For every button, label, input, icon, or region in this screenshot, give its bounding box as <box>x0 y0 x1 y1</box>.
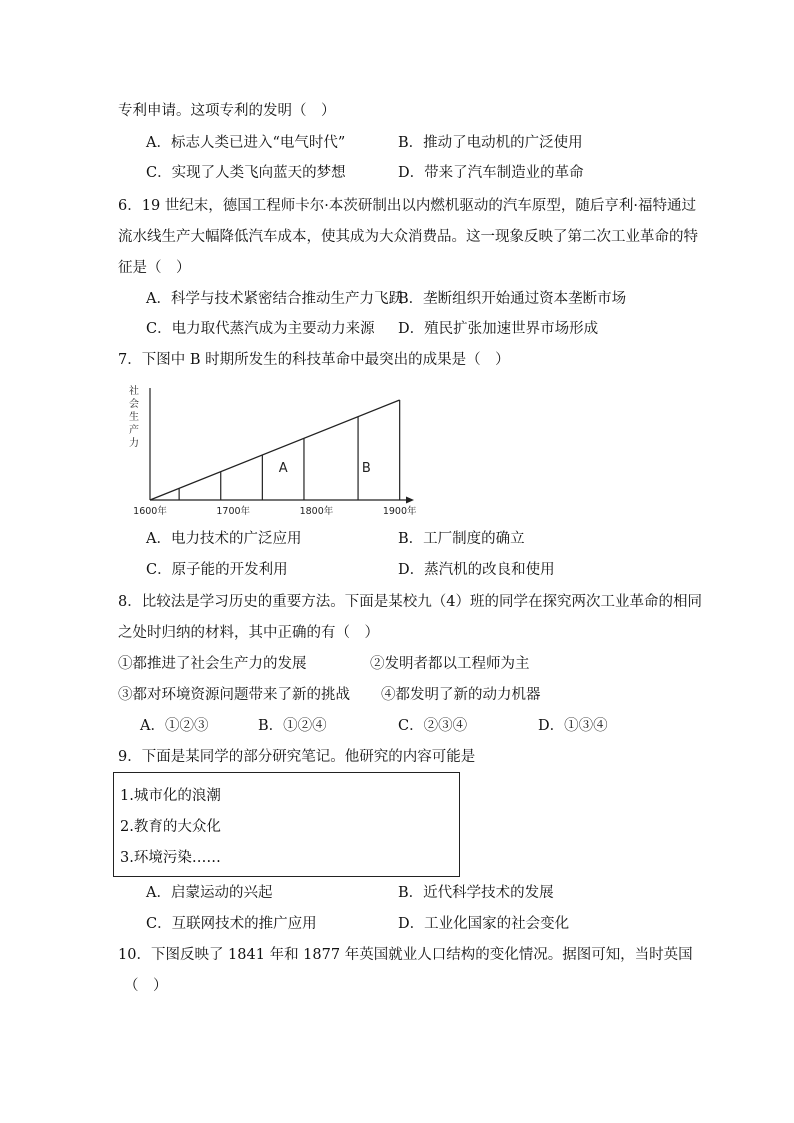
note-item-2: 2.教育的大众化 <box>120 819 221 835</box>
q8-item-2: ②发明者都以工程师为主 <box>370 656 530 672</box>
x-axis-arrow <box>406 497 414 504</box>
q9-option-d[interactable]: D．工业化国家的社会变化 <box>398 916 570 932</box>
q8-item-3: ③都对环境资源问题带来了新的挑战 <box>118 687 350 703</box>
q7-option-c[interactable]: C．原子能的开发利用 <box>146 562 288 578</box>
y-axis-label <box>129 384 139 449</box>
q5-stem-tail: 专利申请。这项专利的发明（ ） <box>118 103 336 119</box>
research-notes-box <box>113 772 460 877</box>
q6-option-c[interactable]: C．电力取代蒸汽成为主要动力来源 <box>146 321 375 337</box>
x-tick-label: 1600年 <box>133 506 167 516</box>
q8-stem-line2: 之处时归纳的材料，其中正确的有（ ） <box>118 625 379 641</box>
q6-option-b[interactable]: B．垄断组织开始通过资本垄断市场 <box>398 291 627 307</box>
q9-option-a[interactable]: A．启蒙运动的兴起 <box>146 885 273 901</box>
q8-option-a[interactable]: A．①②③ <box>140 718 209 734</box>
productivity-chart <box>118 378 418 516</box>
q6-stem-line2: 流水线生产大幅降低汽车成本，使其成为大众消费品。这一现象反映了第二次工业革命的特 <box>118 229 698 245</box>
x-tick-label: 1700年 <box>216 506 251 516</box>
q6-stem-line3: 征是（ ） <box>118 260 191 276</box>
q8-option-d[interactable]: D．①③④ <box>538 718 608 734</box>
q9-stem: 9．下面是某同学的部分研究笔记。他研究的内容可能是 <box>118 749 476 765</box>
q5-option-c[interactable]: C．实现了人类飞向蓝天的梦想 <box>146 165 346 181</box>
x-tick-label: 1800年 <box>299 506 334 516</box>
region-label-b: B <box>361 461 371 476</box>
q6-option-a[interactable]: A．科学与技术紧密结合推动生产力飞跃 <box>146 291 403 307</box>
q10-stem-line1: 10．下图反映了 1841 年和 1877 年英国就业人口结构的变化情况。据图可知，当时英国 <box>118 947 693 963</box>
q9-option-c[interactable]: C．互联网技术的推广应用 <box>146 916 317 932</box>
q8-stem-line1: 8．比较法是学习历史的重要方法。下面是某校九（4）班的同学在探究两次工业革命的相同 <box>118 594 702 610</box>
productivity-line <box>150 400 400 500</box>
region-label-a: A <box>278 461 288 476</box>
x-tick-label: 1900年 <box>382 506 417 516</box>
q7-option-b[interactable]: B．工厂制度的确立 <box>398 531 525 547</box>
q6-stem-line1: 6．19 世纪末，德国工程师卡尔·本茨研制出以内燃机驱动的汽车原型，随后亨利·福特通过 <box>118 198 696 214</box>
q7-option-d[interactable]: D．蒸汽机的改良和使用 <box>398 562 555 578</box>
q9-option-b[interactable]: B．近代科学技术的发展 <box>398 885 554 901</box>
q8-item-1: ①都推进了社会生产力的发展 <box>118 656 307 672</box>
note-item-1: 1.城市化的浪潮 <box>120 788 221 804</box>
q5-option-d[interactable]: D．带来了汽车制造业的革命 <box>398 165 584 181</box>
note-item-3: 3.环境污染…… <box>120 850 221 866</box>
q7-option-a[interactable]: A．电力技术的广泛应用 <box>146 531 302 547</box>
svg-text:社会生产力: 社会生产力 <box>129 386 139 449</box>
q8-option-b[interactable]: B．①②④ <box>258 718 327 734</box>
q6-option-d[interactable]: D．殖民扩张加速世界市场形成 <box>398 321 599 337</box>
q5-option-b[interactable]: B．推动了电动机的广泛使用 <box>398 135 583 151</box>
q8-item-4: ④都发明了新的动力机器 <box>381 687 541 703</box>
q8-option-c[interactable]: C．②③④ <box>398 718 468 734</box>
q7-stem: 7．下图中 B 时期所发生的科技革命中最突出的成果是（ ） <box>118 352 510 368</box>
q5-option-a[interactable]: A．标志人类已进入“电气时代” <box>146 135 346 151</box>
q10-stem-line2: （ ） <box>124 978 168 994</box>
